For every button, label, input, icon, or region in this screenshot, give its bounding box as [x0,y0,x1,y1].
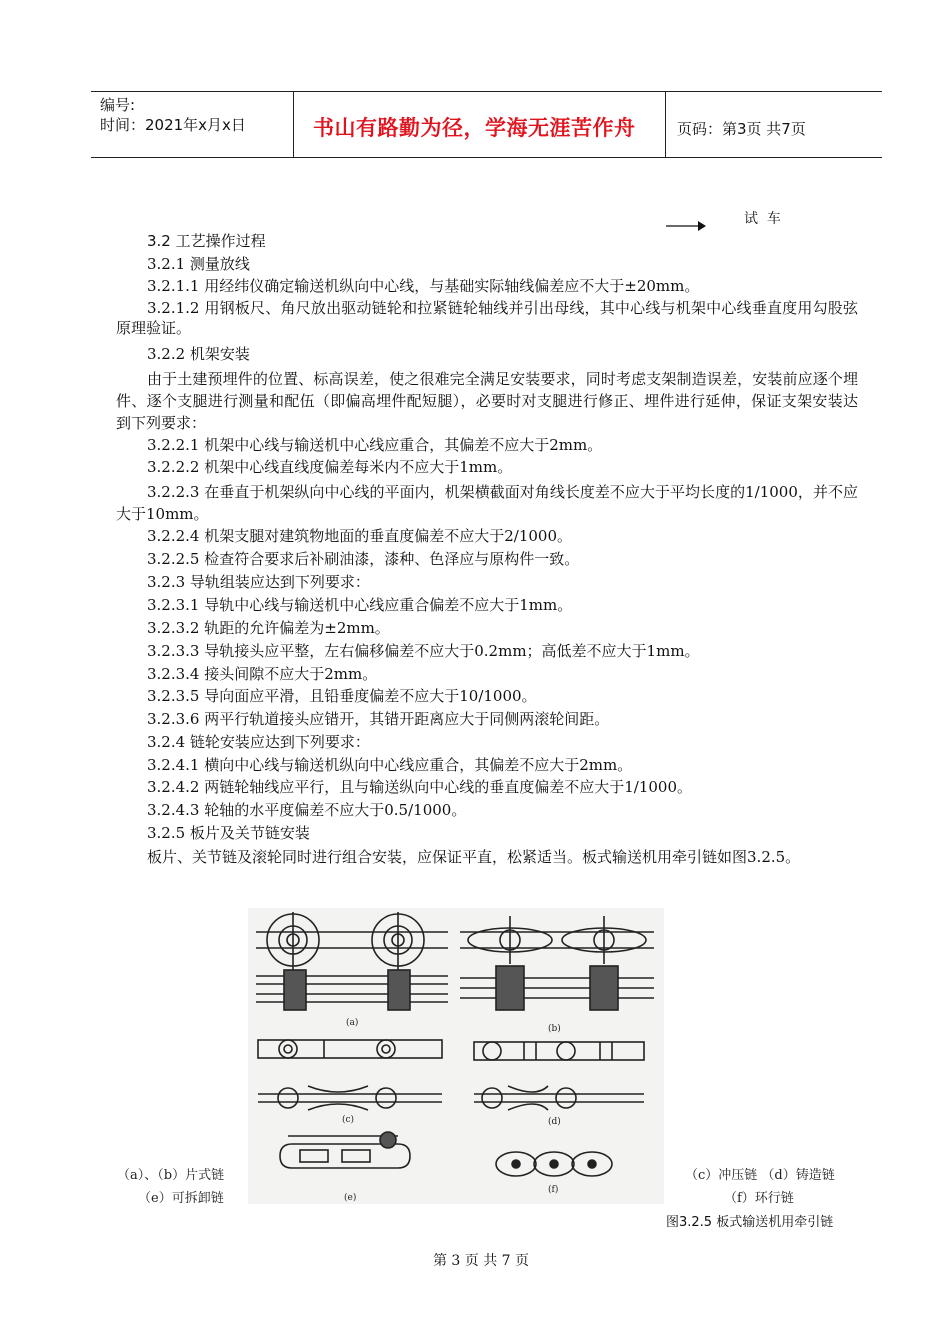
paragraph-line: 3.2.2.3 在垂直于机架纵向中心线的平面内，机架横截面对角线长度差不应大于平均长度的1/1000，并不应大于10mm。 [116,483,858,523]
figure-title: 图3.2.5 板式输送机用牵引链 [666,1215,834,1230]
header-top-rule [91,91,882,92]
arrow-icon [666,218,706,232]
panel-label-f: (f) [548,1185,559,1195]
panel-label-b: (b) [548,1024,561,1034]
paragraph-line: 3.2.4.3 轮轴的水平度偏差不应大于0.5/1000。 [147,801,467,819]
paragraph-line: 3.2.1 测量放线 [147,255,250,273]
paragraph-line: 3.2.3.5 导向面应平滑，且铅垂度偏差不应大于10/1000。 [147,687,537,705]
header-divider-2 [665,91,666,157]
header-bottom-rule [91,157,882,158]
page-footer: 第 3 页 共 7 页 [432,1253,530,1269]
chain-drawings [248,908,664,1204]
paragraph-line: 3.2.2.2 机架中心线直线度偏差每米内不应大于1mm。 [147,458,513,476]
paragraph-line: 3.2.2 机架安装 [147,345,250,363]
paragraph-line: 3.2.1.2 用钢板尺、角尺放出驱动链轮和拉紧链轮轴线并引出母线，其中心线与机架中心线垂直度用勾股弦原理验证。 [116,299,858,337]
panel-label-d: (d) [548,1117,561,1127]
paragraph-line: 3.2.3.6 两平行轨道接头应错开，其错开距离应大于同侧两滚轮间距。 [147,710,610,728]
header-number: 编号: [100,96,136,114]
paragraph-line: 3.2.5 板片及关节链安装 [147,824,310,842]
paragraph-line: 3.2.4 链轮安装应达到下列要求： [147,733,370,751]
caption-left-1: （a）、（b）片式链 [117,1168,225,1183]
paragraph-line: 3.2.3.3 导轨接头应平整，左右偏移偏差不应大于0.2mm；高低差不应大于1mm。 [147,642,700,660]
paragraph-line: 3.2.2.5 检查符合要求后补刷油漆，漆种、色泽应与原构件一致。 [147,550,580,568]
paragraph-line: 由于土建预埋件的位置、标高误差，使之很难完全满足安装要求，同时考虑支架制造误差，安装前应逐个埋件、逐个支腿进行测量和配伍（即偏高埋件配短腿），必要时对支腿进行修正、埋件进行延伸，保证支架安装达到下列要求： [116,370,858,432]
section-heading: 3.2 工艺操作过程 [147,232,266,250]
caption-right-1: （c）冲压链 （d）铸造链 [685,1168,835,1183]
flow-label: 试 车 [744,211,781,227]
paragraph-line: 3.2.2.1 机架中心线与输送机中心线应重合，其偏差不应大于2mm。 [147,436,603,454]
paragraph-line: 3.2.3.1 导轨中心线与输送机中心线应重合偏差不应大于1mm。 [147,596,573,614]
paragraph-line: 3.2.2.4 机架支腿对建筑物地面的垂直度偏差不应大于2/1000。 [147,527,573,545]
paragraph-line: 3.2.4.1 横向中心线与输送机纵向中心线应重合，其偏差不应大于2mm。 [147,756,633,774]
chain-figure [248,908,664,1204]
header-page-label: 页码：第3页 共7页 [677,120,806,138]
caption-right-2: （f）环行链 [724,1191,794,1206]
caption-left-2: （e）可拆卸链 [138,1191,224,1206]
panel-label-c: (c) [342,1115,355,1125]
header-time: 时间：2021年x月x日 [100,116,246,134]
paragraph-line: 3.2.3 导轨组装应达到下列要求： [147,573,370,591]
paragraph-line: 3.2.3.4 接头间隙不应大于2mm。 [147,665,378,683]
panel-label-e: (e) [344,1193,357,1203]
header-motto: 书山有路勤为径，学海无涯苦作舟 [313,116,636,140]
panel-label-a: (a) [346,1018,359,1028]
header-divider-1 [293,91,294,157]
paragraph-line: 3.2.4.2 两链轮轴线应平行，且与输送纵向中心线的垂直度偏差不应大于1/1000。 [147,778,693,796]
paragraph-line: 板片、关节链及滚轮同时进行组合安装，应保证平直，松紧适当。板式输送机用牵引链如图3.2.5。 [147,848,801,866]
paragraph-line: 3.2.3.2 轨距的允许偏差为±2mm。 [147,619,390,637]
paragraph-line: 3.2.1.1 用经纬仪确定输送机纵向中心线，与基础实际轴线偏差应不大于±20mm。 [147,277,700,295]
